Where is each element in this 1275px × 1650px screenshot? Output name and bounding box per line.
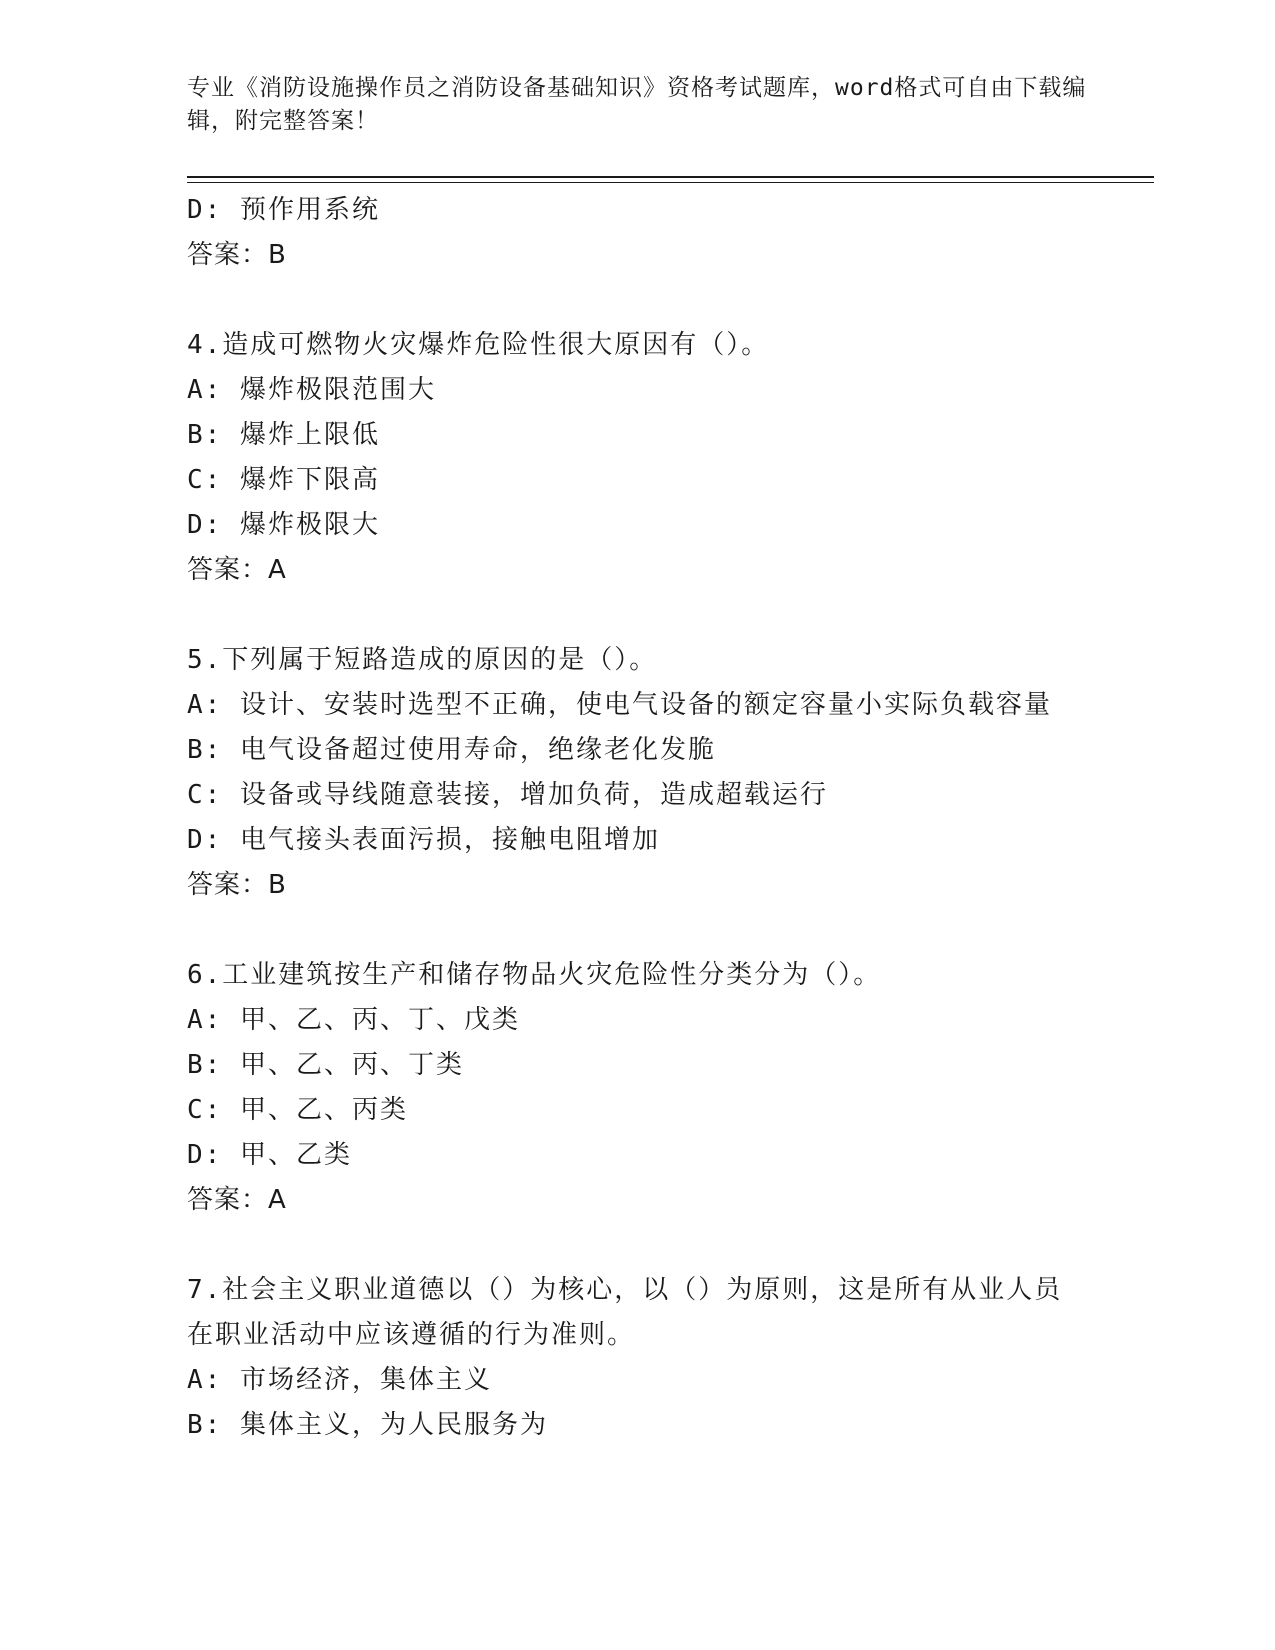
option-d: D: 电气接头表面污损，接触电阻增加 [187, 825, 660, 855]
question-stem: 4.造成可燃物火灾爆炸危险性很大原因有（）。 [187, 330, 770, 360]
header-divider-thin [187, 182, 1154, 183]
option-a: A: 市场经济，集体主义 [187, 1365, 492, 1395]
option-b: B: 电气设备超过使用寿命，绝缘老化发脆 [187, 735, 716, 765]
option-c: C: 爆炸下限高 [187, 465, 380, 495]
question-6 [187, 953, 1137, 1223]
option-c: C: 甲、乙、丙类 [187, 1095, 408, 1125]
option-a: A: 甲、乙、丙、丁、戊类 [187, 1005, 520, 1035]
question-stem: 5.下列属于短路造成的原因的是（）。 [187, 645, 658, 675]
answer: 答案：B [187, 240, 287, 270]
answer: 答案：A [187, 1185, 287, 1215]
header-divider-thick [187, 176, 1154, 178]
question-stem: 6.工业建筑按生产和储存物品火灾危险性分类分为（）。 [187, 960, 882, 990]
question-content [187, 188, 1137, 1448]
question-7 [187, 1268, 1137, 1448]
question-4 [187, 323, 1137, 593]
option-d: D: 预作用系统 [187, 195, 380, 225]
option-b: B: 爆炸上限低 [187, 420, 380, 450]
option-a: A: 设计、安装时选型不正确，使电气设备的额定容量小实际负载容量 [187, 690, 1052, 720]
option-d: D: 爆炸极限大 [187, 510, 380, 540]
answer: 答案：B [187, 870, 287, 900]
answer: 答案：A [187, 555, 287, 585]
option-a: A: 爆炸极限范围大 [187, 375, 436, 405]
option-b: B: 集体主义，为人民服务为 [187, 1410, 548, 1440]
document-header: 专业《消防设施操作员之消防设备基础知识》资格考试题库，word格式可自由下载编辑，附完整答案！ [187, 75, 1087, 134]
option-c: C: 设备或导线随意装接，增加负荷，造成超载运行 [187, 780, 828, 810]
question-stem: 7.社会主义职业道德以（）为核心，以（）为原则，这是所有从业人员在职业活动中应该遵循的行为准则。 [187, 1275, 1063, 1350]
option-d: D: 甲、乙类 [187, 1140, 352, 1170]
question-5 [187, 638, 1137, 908]
option-b: B: 甲、乙、丙、丁类 [187, 1050, 464, 1080]
